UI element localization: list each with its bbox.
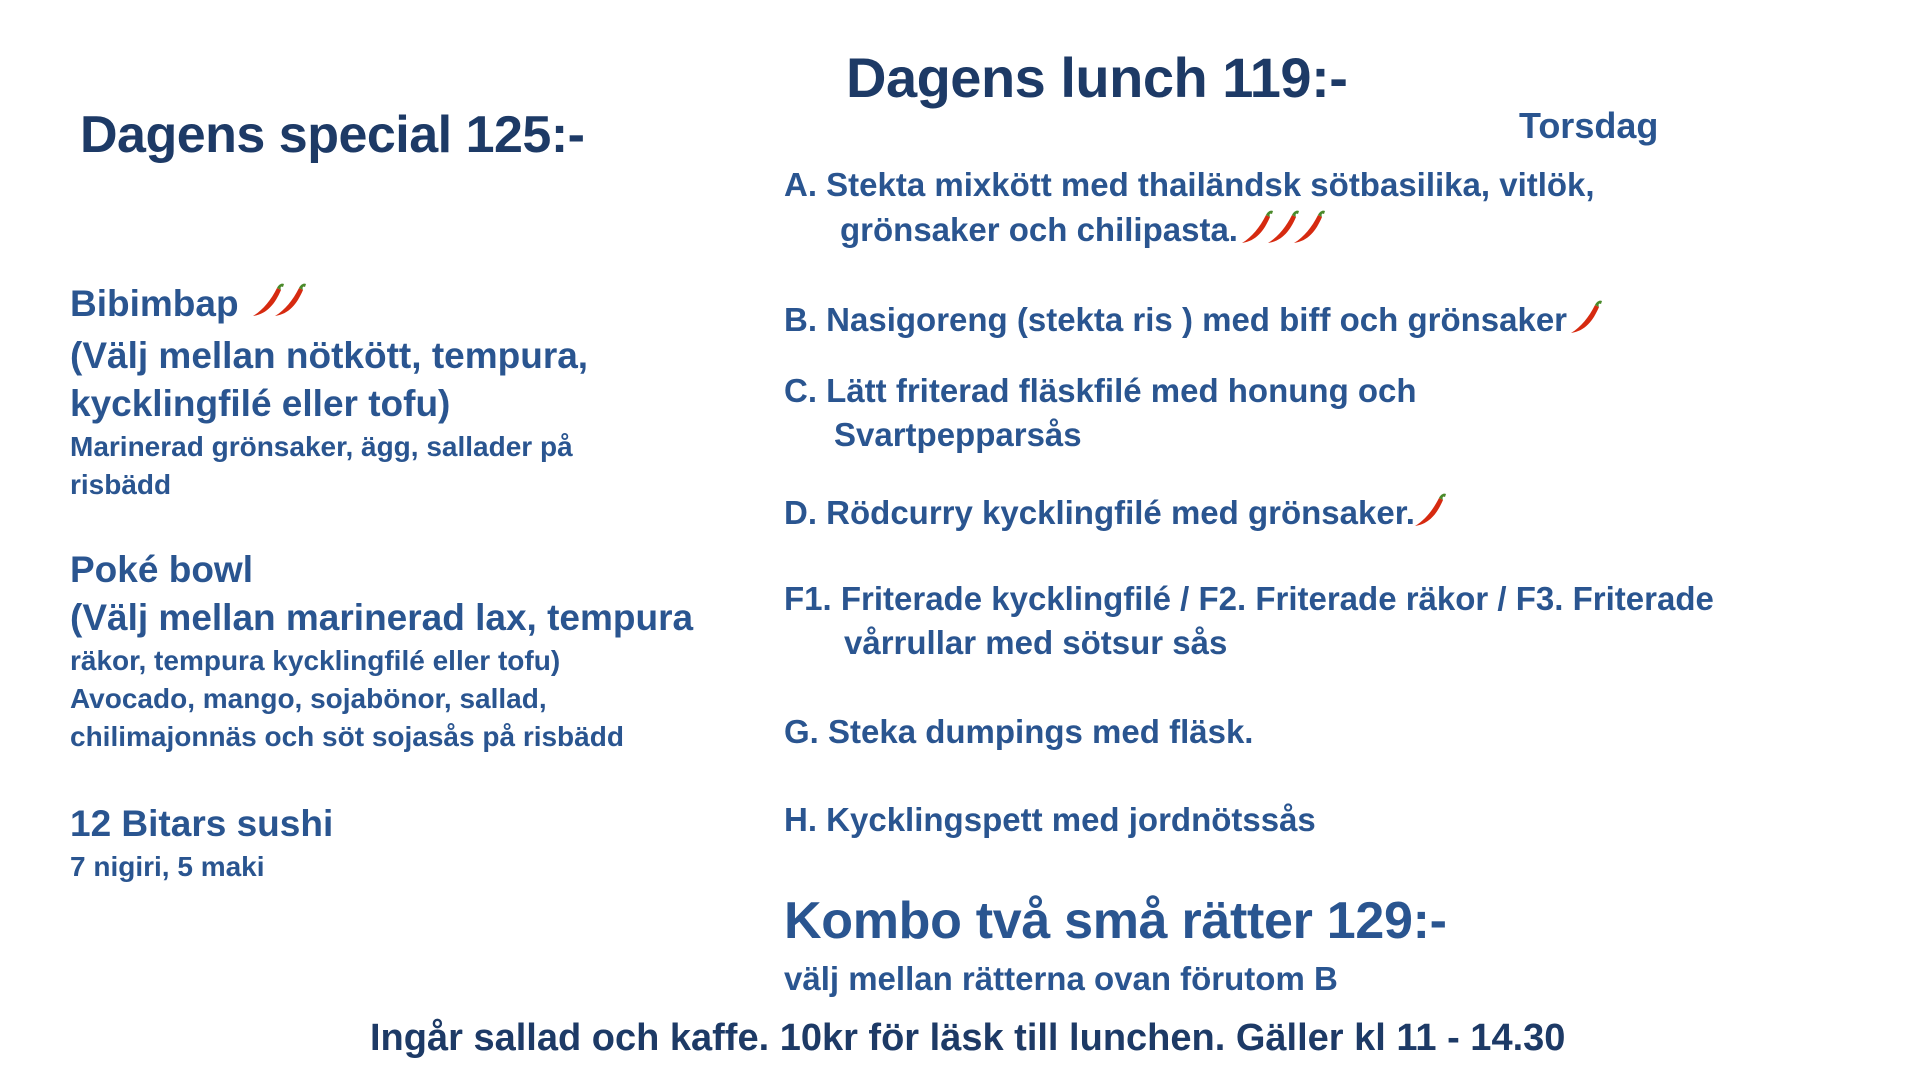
special-item-name: Bibimbap — [70, 280, 770, 332]
special-item-sushi — [70, 800, 770, 886]
lunch-item-d: D. Rödcurry kycklingfilé med grönsaker. — [784, 490, 1449, 541]
special-item-name: 12 Bitars sushi — [70, 803, 334, 844]
special-item-choice: (Välj mellan marinerad lax, tempura — [70, 597, 694, 638]
special-item-bibimbap — [70, 280, 770, 504]
special-item-choice: kycklingfilé eller tofu) — [70, 383, 451, 425]
kombo-title: Kombo två små rätter 129:- — [784, 892, 1447, 950]
lunch-title: Dagens lunch 119:- — [846, 46, 1348, 109]
day-label: Torsdag — [1519, 105, 1659, 146]
footer-note: Ingår sallad och kaffe. 10kr för läsk till lunchen. Gäller kl 11 - 14.30 — [370, 1017, 1566, 1059]
special-item-desc: Avocado, mango, sojabönor, sallad, — [70, 683, 547, 714]
chili-pepper-icon — [271, 280, 309, 332]
special-title: Dagens special 125:- — [80, 106, 585, 164]
special-item-desc: 7 nigiri, 5 maki — [70, 851, 265, 882]
special-item-desc: Marinerad grönsaker, ägg, sallader på — [70, 431, 573, 463]
lunch-item-f: F1. Friterade kycklingfilé / F2. Friterade räkor / F3. Friterade vårrullar med sötsur sås — [784, 580, 1714, 661]
special-item-poke-bowl — [70, 546, 770, 756]
chili-pepper-icon — [1290, 207, 1328, 258]
special-item-choice: räkor, tempura kycklingfilé eller tofu) — [70, 645, 561, 676]
chili-pepper-icon — [1411, 490, 1449, 541]
kombo-subtitle: välj mellan rätterna ovan förutom B — [784, 960, 1338, 997]
special-item-desc: risbädd — [70, 469, 172, 501]
lunch-item-a: A. Stekta mixkött med thailändsk sötbasilika, vitlök, grönsaker och chilipasta. — [784, 163, 1595, 258]
special-item-desc: chilimajonnäs och söt sojasås på risbädd — [70, 721, 624, 752]
chili-pepper-icon — [1567, 297, 1605, 348]
special-item-name: Poké bowl — [70, 549, 253, 590]
lunch-item-g: G. Steka dumpings med fläsk. — [784, 713, 1254, 750]
lunch-item-b: B. Nasigoreng (stekta ris ) med biff och grönsaker — [784, 297, 1605, 348]
lunch-item-c: C. Lätt friterad fläskfilé med honung och Svartpepparsås — [784, 372, 1417, 453]
lunch-item-h: H. Kycklingspett med jordnötssås — [784, 801, 1316, 838]
special-item-choice: (Välj mellan nötkött, tempura, — [70, 335, 589, 377]
